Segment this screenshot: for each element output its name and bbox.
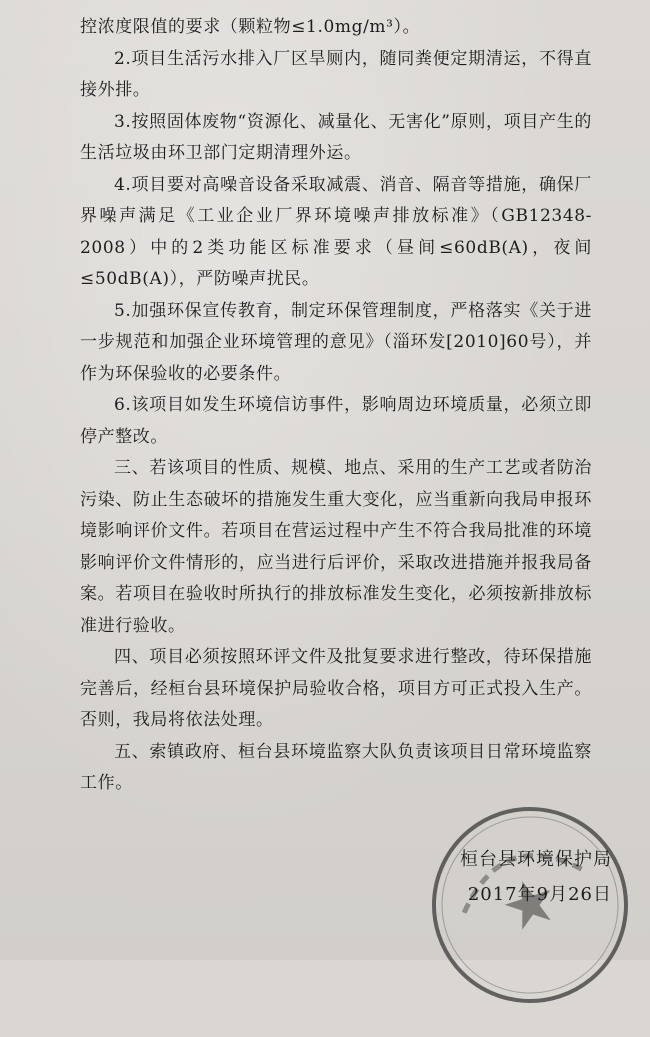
paragraph-item-5: 5.加强环保宣传教育，制定环保管理制度，严格落实《关于进一步规范和加强企业环境管理的意见》（淄环发[2010]60号），并作为环保验收的必要条件。 — [80, 300, 592, 384]
paragraph-section-4: 四、项目必须按照环评文件及批复要求进行整改，待环保措施完善后，经桓台县环境保护局验收合格，项目方可正式投入生产。否则，我局将依法处理。 — [80, 647, 592, 730]
paragraph-section-5: 五、索镇政府、桓台县环境监察大队负责该项目日常环境监察工作。 — [80, 741, 592, 793]
signature-organization: 桓台县环境保护局 — [460, 849, 612, 870]
signature-date: 2017年9月26日 — [467, 884, 612, 905]
paragraph-item-2: 2.项目生活污水排入厂区旱厕内，随同粪便定期清运，不得直接外排。 — [80, 48, 592, 100]
paragraph-section-3: 三、若该项目的性质、规模、地点、采用的生产工艺或者防治污染、防止生态破坏的措施发生重大变化，应当重新向我局申报环境影响评价文件。若项目在营运过程中产生不符合我局批准的环境影响评价文件情形的，应当进行后评价，采取改进措施并报我局备案。若项目在验收时所执行的排放标准发生变化，必须按新排放标准进行验收。 — [80, 458, 592, 636]
paragraph-item-4: 4.项目要对高噪音设备采取减震、消音、隔音等措施，确保厂界噪声满足《工业企业厂界环境噪声排放标准》（GB12348-2008）中的2类功能区标准要求（昼间≤60dB(A)，夜间≤50dB(A)），严防噪声扰民。 — [80, 174, 592, 289]
paragraph-item-3: 3.按照固体废物“资源化、减量化、无害化”原则，项目产生的生活垃圾由环卫部门定期清理外运。 — [80, 111, 592, 163]
paragraph-continuation: 控浓度限值的要求（颗粒物≤1.0mg/m³）。 — [80, 17, 421, 37]
paragraph-item-6: 6.该项目如发生环境信访事件，影响周边环境质量，必须立即停产整改。 — [80, 395, 592, 447]
document-body — [80, 12, 592, 800]
